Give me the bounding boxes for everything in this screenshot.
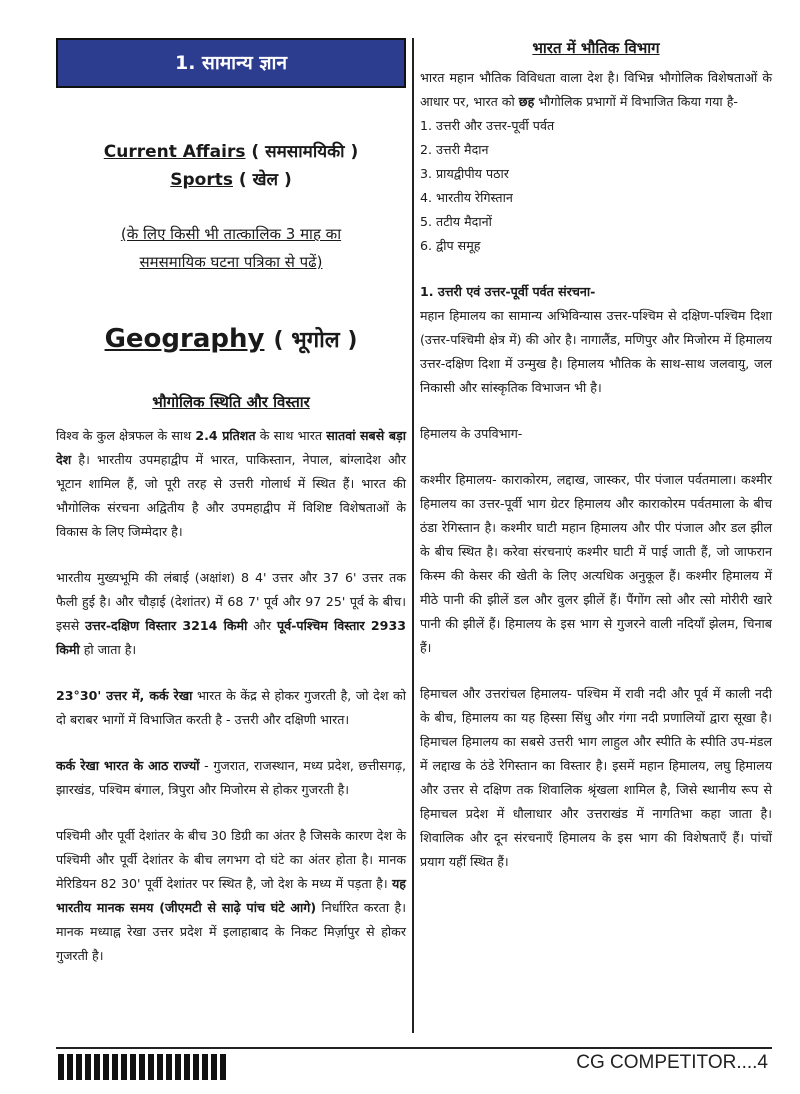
footer-label: CG COMPETITOR....4 xyxy=(576,1052,768,1073)
list-item: 1. उत्तरी और उत्तर-पूर्वी पर्वत xyxy=(420,118,555,133)
sub-heading-mountains: 1. उत्तरी एवं उत्तर-पूर्वी पर्वत संरचना- xyxy=(420,284,596,299)
geography-hindi: ( भूगोल ) xyxy=(273,328,358,353)
geography-heading xyxy=(56,324,406,354)
section-title-location: भौगोलिक स्थिति और विस्तार xyxy=(152,393,310,411)
paragraph-time: पश्चिमी और पूर्वी देशांतर के बीच 30 डिग्री का अंतर है जिसके कारण देश के पश्चिमी और पूर्वी देशांतर के बीच लगभग दो घंटे का अंतर होता है। मानक मेरिडियन 82 30' पूर्वी देशांतर पर स्थित है, जो देश के मध्य में पड़ता है। यह भारतीय मानक समय (जीएमटी से साढ़े पांच घंटे आगे) निर्धारित करता है। मानक मध्याह्न रेखा उत्तर प्रदेश में इलाहाबाद के निकट मिर्ज़ापुर से होकर गुजरती है। xyxy=(56,828,406,963)
current-affairs-hindi: ( समसामयिकी ) xyxy=(251,142,359,162)
list-item: 6. द्वीप समूह xyxy=(420,238,481,253)
note-line-2: समसमायिक घटना पत्रिका से पढें) xyxy=(139,253,323,271)
section-title-physical: भारत में भौतिक विभाग xyxy=(532,39,660,57)
list-item: 2. उत्तरी मैदान xyxy=(420,142,489,157)
chapter-banner: 1. सामान्य ज्ञान xyxy=(56,38,406,88)
barcode-graphic xyxy=(58,1054,226,1080)
paragraph-states: कर्क रेखा भारत के आठ राज्यों - गुजरात, राजस्थान, मध्य प्रदेश, छत्तीसगढ़, झारखंड, पश्चिम बंगाल, त्रिपुरा और मिजोरम से होकर गुजरती है। xyxy=(56,758,407,797)
paragraph-subdivisions: हिमालय के उपविभाग- xyxy=(420,426,523,441)
footer-rule xyxy=(56,1047,772,1049)
divisions-list xyxy=(420,114,772,258)
paragraph-intro: भारत महान भौतिक विविधता वाला देश है। विभिन्न भौगोलिक विशेषताओं के आधार पर, भारत को छह भौगोलिक प्रभागों में विभाजित किया गया है- xyxy=(420,70,772,109)
note-line-1: (के लिए किसी भी तात्कालिक 3 माह का xyxy=(120,225,342,243)
list-item: 4. भारतीय रेगिस्तान xyxy=(420,190,513,205)
paragraph-tropic: 23°30' उत्तर में, कर्क रेखा भारत के केंद्र से होकर गुजरती है, जो देश को दो बराबर भागों में विभाजित करती है - उत्तरी और दक्षिणी भारत। xyxy=(56,688,406,727)
left-column xyxy=(56,38,406,968)
paragraph-area: विश्व के कुल क्षेत्रफल के साथ 2.4 प्रतिशत के साथ भारत सातवां सबसे बड़ा देश है। भारतीय उपमहाद्वीप में भारत, पाकिस्तान, नेपाल, बांग्लादेश और भूटान शामिल हैं, जो पूरी तरह से उत्तरी गोलार्ध में स्थित हैं। भारत की भौगोलिक संरचना अद्वितीय है और उपमहाद्वीप में विशिष्ट विशेषताओं के विकास के लिए जिम्मेदार है। xyxy=(56,428,407,539)
sports-label: Sports xyxy=(170,170,233,190)
sports-hindi: ( खेल ) xyxy=(238,170,292,190)
paragraph-kashmir: कश्मीर हिमालय- काराकोरम, लद्दाख, जास्कर, पीर पंजाल पर्वतमाला। कश्मीर हिमालय का उत्तर-पूर्वी भाग ग्रेटर हिमालय और काराकोरम पर्वतमाला के बीच ठंडा रेगिस्तान है। कश्मीर घाटी महान हिमालय और पीर पंजाल और डल झील के बीच स्थित है। करेवा संरचनाएं कश्मीर घाटी में पाई जाती हैं, जो जाफरान किस्म की केसर की खेती के लिए अत्यधिक अनुकूल हैं। कश्मीर हिमालय में मीठे पानी की झीलें डल और वुलर झीलें हैं। पैंगोंग त्सो और त्सो मोरीरी खारे पानी की झीलें हैं। हिमालय के इस भाग से गुजरने वाली नदियाँ झेलम, चिनाब हैं। xyxy=(420,472,772,655)
right-column xyxy=(420,38,772,874)
list-item: 3. प्रायद्वीपीय पठार xyxy=(420,166,509,181)
reading-note xyxy=(56,220,406,276)
current-affairs-label: Current Affairs xyxy=(103,142,246,162)
paragraph-himachal: हिमाचल और उत्तरांचल हिमालय- पश्चिम में रावी नदी और पूर्व में काली नदी के बीच, हिमालय का यह हिस्सा सिंधु और गंगा नदी प्रणालियों द्वारा सूखा है। हिमाचल हिमालय का सबसे उत्तरी भाग लाहुल और स्पीति के स्पीति उप-मंडल में लद्दाख के ठंडे रेगिस्तान का विस्तार है। इसमें महान हिमालय, लघु हिमालय और उत्तर से दक्षिण तक शिवालिक श्रृंखला शामिल है, जिसे स्थानीय रूप से हिमाचल प्रदेश में धौलाधार और उत्तराखंड में नागतिभा कहा जाता है। शिवालिक और दून संरचनाएँ हिमालय के इस भाग की विशेषताएँ हैं। पांचों प्रयाग यहीं स्थित हैं। xyxy=(420,686,772,869)
current-affairs-block xyxy=(56,138,406,194)
list-item: 5. तटीय मैदानों xyxy=(420,214,492,229)
column-divider xyxy=(412,38,414,1033)
paragraph-himalaya: महान हिमालय का सामान्य अभिविन्यास उत्तर-पश्चिम से दक्षिण-पश्चिम दिशा (उत्तर-पश्चिमी क्षेत्र में) की ओर है। नागालैंड, मणिपुर और मिजोरम में हिमालय उत्तर-दक्षिण दिशा में उन्मुख है। हिमालय भौतिक के साथ-साथ जलवायु, जल निकासी और सांस्कृतिक विभाजन भी है। xyxy=(420,308,772,395)
geography-label: Geography xyxy=(104,324,265,354)
paragraph-extent: भारतीय मुख्यभूमि की लंबाई (अक्षांश) 8 4' उत्तर और 37 6' उत्तर तक फैली हुई है। और चौड़ाई (देशांतर) में 68 7' पूर्व और 97 25' पूर्व के बीच। इससे उत्तर-दक्षिण विस्तार 3214 किमी और पूर्व-पश्चिम विस्तार 2933 किमी हो जाता है। xyxy=(56,570,406,657)
